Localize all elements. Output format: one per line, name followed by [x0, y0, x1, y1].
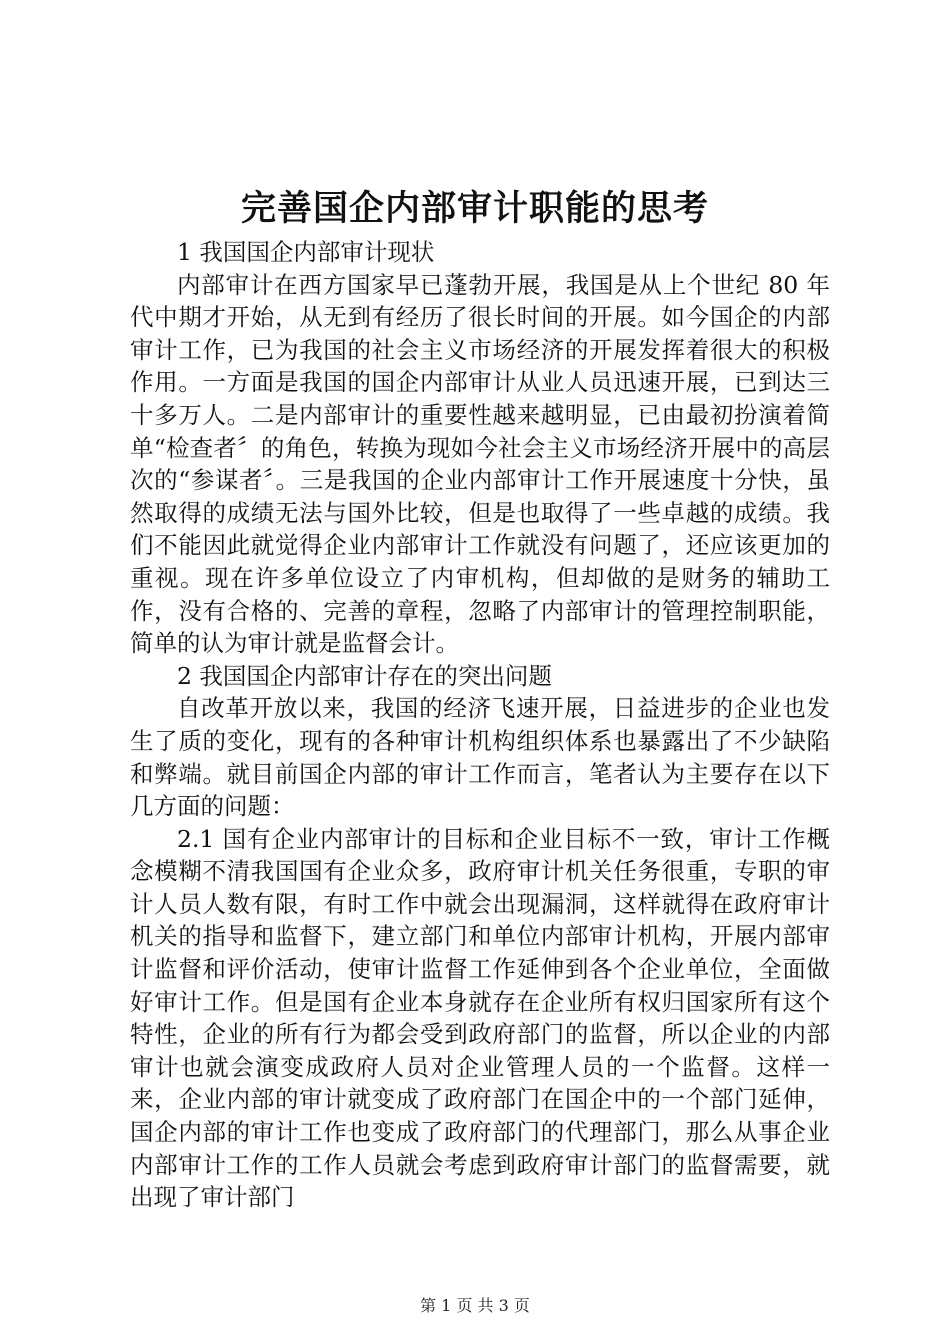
paragraph-1: 内部审计在西方国家早已蓬勃开展，我国是从上个世纪 80 年代中期才开始，从无到有经历了很长时间的开展。如今国企的内部审计工作，已为我国的社会主义市场经济的开展发挥着很大的积极作用。一方面是我国的国企内部审计从业人员迅速开展，已到达三十多万人。二是内部审计的重要性越来越明显，已由最初扮演着简单“检查者〞的角色，转换为现如今社会主义市场经济开展中的高层次的“参谋者〞。三是我国的企业内部审计工作开展速度十分快，虽然取得的成绩无法与国外比较，但是也取得了一些卓越的成绩。我们不能因此就觉得企业内部审计工作就没有问题了，还应该更加的重视。现在许多单位设立了内审机构，但却做的是财务的辅助工作，没有合格的、完善的章程，忽略了内部审计的管理控制职能，简单的认为审计就是监督会计。: [130, 270, 830, 658]
paragraph-2: 自改革开放以来，我国的经济飞速开展，日益进步的企业也发生了质的变化，现有的各种审计机构组织体系也暴露出了不少缺陷和弊端。就目前国企内部的审计工作而言，笔者认为主要存在以下几方面的问题：: [130, 694, 830, 821]
document-title: 完善国企内部审计职能的思考: [240, 188, 709, 229]
document-body: [130, 236, 830, 1214]
section-heading-1: 1 我国国企内部审计现状: [177, 238, 435, 266]
section-heading-2: 2 我国国企内部审计存在的突出问题: [177, 661, 552, 690]
page-footer: 第 1 页 共 3 页: [420, 1296, 530, 1315]
paragraph-3: 2.1 国有企业内部审计的目标和企业目标不一致，审计工作概念模糊不清我国国有企业众多，政府审计机关任务很重，专职的审计人员人数有限，有时工作中就会出现漏洞，这样就得在政府审计机关的指导和监督下，建立部门和单位内部审计机构，开展内部审计监督和评价活动，使审计监督工作延伸到各个企业单位，全面做好审计工作。但是国有企业本身就存在企业所有权归国家所有这个特性，企业的所有行为都会受到政府部门的监督，所以企业的内部审计也就会演变成政府人员对企业管理人员的一个监督。这样一来，企业内部的审计就变成了政府部门在国企中的一个部门延伸，国企内部的审计工作也变成了政府部门的代理部门，那么从事企业内部审计工作的工作人员就会考虑到政府审计部门的监督需要，就出现了审计部门: [130, 824, 830, 1212]
